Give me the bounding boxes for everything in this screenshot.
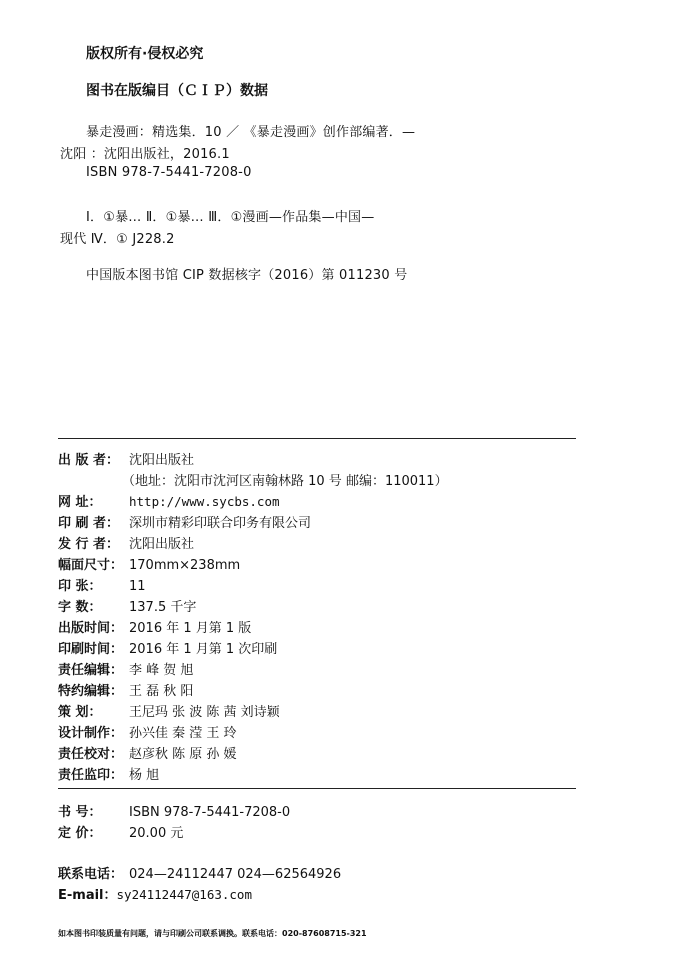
special-editor-label: 特约编辑：	[58, 684, 124, 699]
cip-line-1: 暴走漫画：精选集．10 ／ 《暴走漫画》创作部编著．—	[86, 125, 416, 140]
planner-row	[58, 701, 280, 721]
isbn-value: ISBN 978-7-5441-7208-0	[129, 805, 291, 820]
sheets-row	[58, 575, 146, 595]
email-row	[58, 884, 252, 904]
proofread-value: 赵彦秋 陈 原 孙 媛	[129, 747, 237, 762]
words-value: 137.5 千字	[129, 600, 197, 615]
price-label: 定 价：	[58, 826, 102, 841]
phone-row	[58, 863, 341, 883]
publisher-row	[58, 449, 194, 469]
cip-title: 图书在版编目（ＣＩＰ）数据	[86, 83, 268, 99]
cip-line-4: Ⅰ．①暴… Ⅱ．①暴… Ⅲ．①漫画—作品集—中国—	[86, 210, 375, 225]
supervisor-value: 杨 旭	[129, 768, 160, 783]
supervisor-row	[58, 764, 159, 784]
editor-label: 责任编辑：	[58, 663, 124, 678]
website-value[interactable]: http://www.sycbs.com	[129, 494, 280, 509]
phone-label: 联系电话：	[58, 867, 124, 882]
pub-date-row	[58, 617, 251, 637]
isbn-row	[58, 801, 290, 821]
price-value: 20.00 元	[129, 826, 184, 841]
special-editor-value: 王 磊 秋 阳	[129, 684, 194, 699]
design-label: 设计制作：	[58, 726, 124, 741]
print-date-value: 2016 年 1 月第 1 次印刷	[129, 642, 278, 657]
isbn-label: 书 号：	[58, 805, 102, 820]
design-value: 孙兴佳 秦 滢 王 玲	[129, 726, 237, 741]
proofread-row	[58, 743, 237, 763]
words-label: 字 数：	[58, 600, 102, 615]
publisher-label: 出 版 者：	[58, 453, 120, 468]
pub-date-label: 出版时间：	[58, 621, 124, 636]
planner-value: 王尼玛 张 波 陈 茜 刘诗颖	[129, 705, 280, 720]
section-divider-top	[58, 438, 576, 439]
address-row	[122, 470, 448, 490]
printer-label: 印 刷 者：	[58, 516, 120, 531]
size-row	[58, 554, 240, 574]
publisher-value: 沈阳出版社	[129, 453, 195, 468]
words-row	[58, 596, 196, 616]
editor-value: 李 峰 贺 旭	[129, 663, 194, 678]
proofread-label: 责任校对：	[58, 747, 124, 762]
distributor-value: 沈阳出版社	[129, 537, 195, 552]
phone-value: 024—24112447 024—62564926	[129, 867, 342, 882]
section-divider-bottom	[58, 788, 576, 789]
supervisor-label: 责任监印：	[58, 768, 124, 783]
address-value: （地址：沈阳市沈河区南翰林路 10 号 邮编：110011）	[122, 474, 448, 489]
pub-date-value: 2016 年 1 月第 1 版	[129, 621, 252, 636]
sheets-label: 印 张：	[58, 579, 102, 594]
design-row	[58, 722, 237, 742]
editor-row	[58, 659, 193, 679]
distributor-row	[58, 533, 194, 553]
special-editor-row	[58, 680, 193, 700]
printer-row	[58, 512, 311, 532]
sheets-value: 11	[129, 579, 146, 594]
print-date-row	[58, 638, 277, 658]
distributor-label: 发 行 者：	[58, 537, 120, 552]
copyright-notice: 版权所有·侵权必究	[86, 46, 204, 62]
cip-line-5: 现代 Ⅳ．① J228.2	[60, 232, 175, 247]
price-row	[58, 822, 183, 842]
email-value[interactable]: sy24112447@163.com	[116, 887, 252, 902]
cip-line-2: 沈阳 ：沈阳出版社，2016.1	[60, 147, 230, 162]
size-label: 幅面尺寸：	[58, 558, 124, 573]
email-label: E-mail：	[58, 888, 117, 903]
cip-line-6: 中国版本图书馆 CIP 数据核字（2016）第 011230 号	[86, 268, 408, 283]
website-row	[58, 491, 280, 511]
size-value: 170mm×238mm	[129, 558, 241, 573]
cip-line-3: ISBN 978-7-5441-7208-0	[86, 165, 252, 180]
quality-notice: 如本图书印装质量有问题，请与印刷公司联系调换。联系电话：020-87608715-321	[58, 929, 367, 938]
planner-label: 策 划：	[58, 705, 102, 720]
website-label: 网 址：	[58, 495, 102, 510]
printer-value: 深圳市精彩印联合印务有限公司	[129, 516, 312, 531]
print-date-label: 印刷时间：	[58, 642, 124, 657]
